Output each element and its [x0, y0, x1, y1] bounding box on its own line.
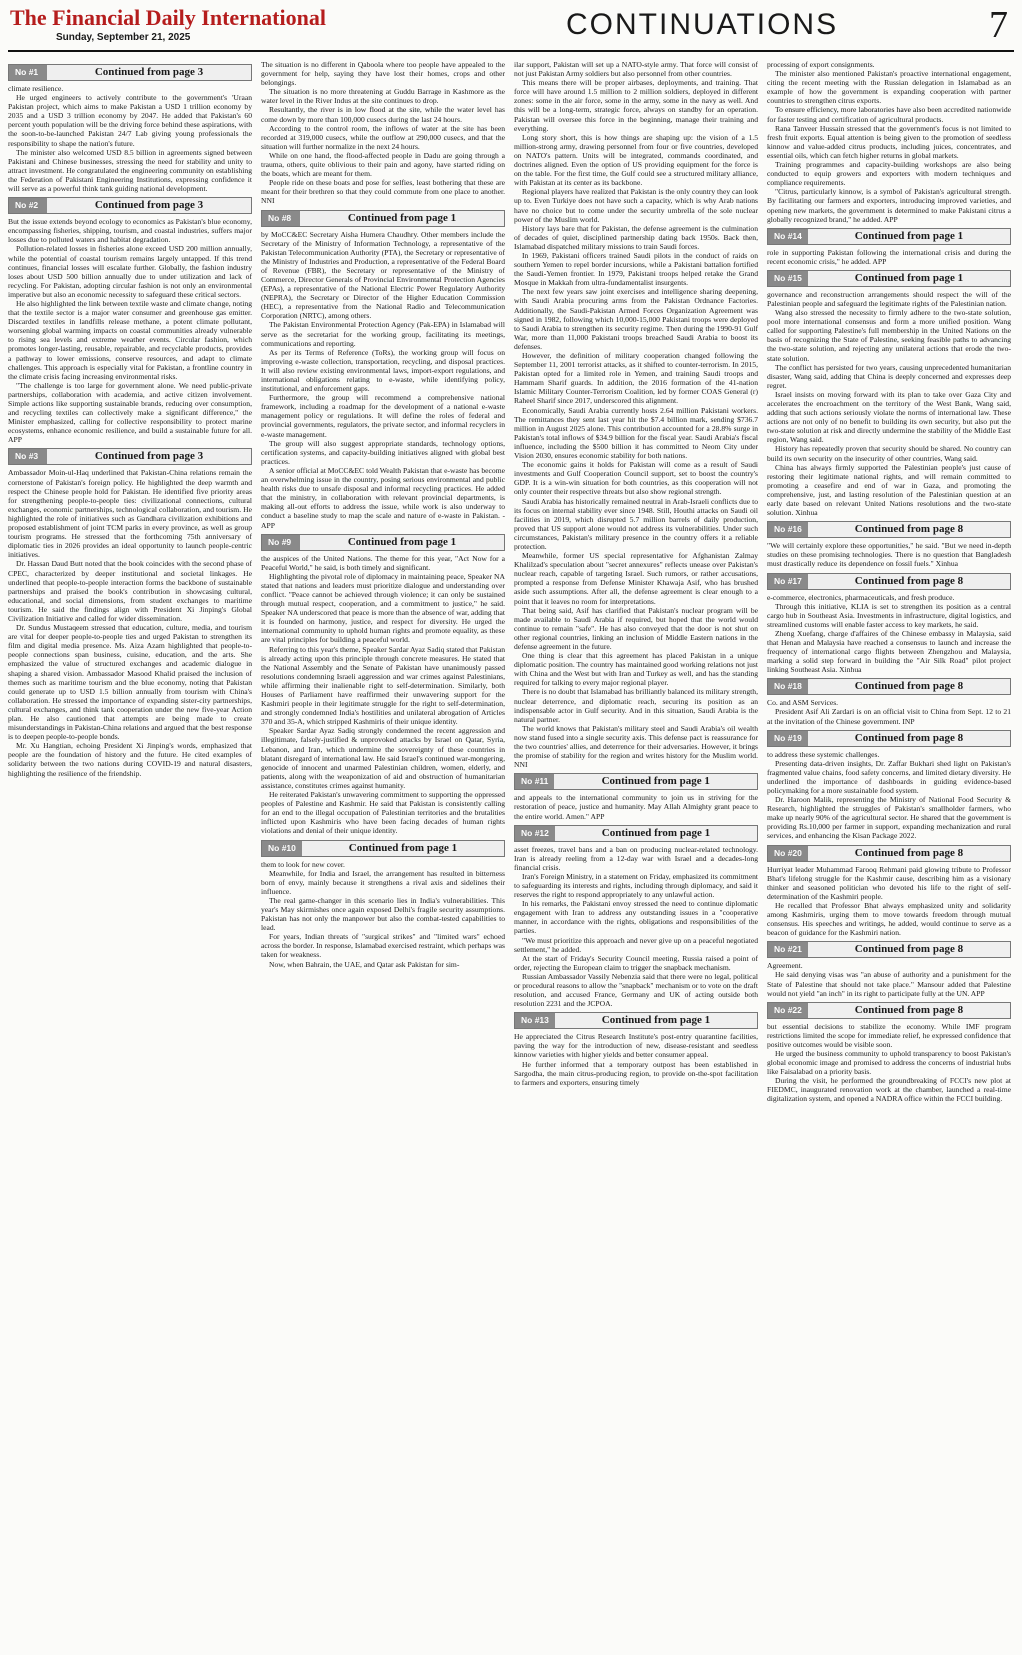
article-paragraph: Highlighting the pivotal role of diplomacy in maintaining peace, Speaker NA stated that nations and leaders must prioritize dialogue and understanding over conflict. "Peace cannot be achieved through violence; it can only be sustained through mutual respect, cooperation, and a commitment to justice," he said. Speaker NA underscored that peace is more than the absence of war, adding that it is founded on harmony, justice, and respect for diversity. He urged the international community to uphold human rights and promote equality, as these are vital principles for building a peaceful world. — [261, 571, 505, 645]
article-paragraph: Training programmes and capacity-building workshops are also being conducted to equip growers and exporters with modern techniques and compliance requirements. — [767, 160, 1011, 188]
article-paragraph: There is no doubt that Islamabad has brilliantly balanced its military strength, nuclear deterrence, and diplomatic reach, securing its position as an indispensable actor in Gulf security. And in this situation, Saudi Arabia is the natural partner. — [514, 687, 758, 724]
article-paragraph: and appeals to the international community to join us in striving for the restoration of peace, justice and humanity. May Allah Almighty grant peace to the entire world. Amen." APP — [514, 793, 758, 821]
article-paragraph: China has always firmly supported the Palestinian people's just cause of restoring their legitimate national rights, and will remain committed to promoting a ceasefire and end of war in Gaza, and promoting the comprehensive, just, and lasting resolution of the Palestinian question at an early date based on relevant United Nations resolutions and the two-state solution. Xinhua — [767, 462, 1011, 518]
continuation-label: Continued from page 3 — [94, 66, 204, 78]
article-paragraph: While on one hand, the flood-affected people in Dadu are going through a trauma, others, quite oblivious to their pain and agony, have started riding on the boats, which are meant for them. — [261, 150, 505, 179]
continuation-header — [767, 521, 1011, 538]
continuation-label: Continued from page 1 — [348, 841, 458, 854]
continuation-number: No #3 — [9, 449, 47, 464]
continuation-header — [261, 534, 505, 551]
continuation-number: No #17 — [768, 574, 808, 589]
article-paragraph: History lays bare that for Pakistan, the defense agreement is the culmination of decades of quiet, disciplined partnership dating back 1950s. Back then, Islamabad dispatched military missions to train Saudi forces. — [514, 223, 758, 251]
article-paragraph: This means there will be proper airbases, deployments, and training. That force will have around 1.5 million to 2 million soldiers, deployed in different zones: some in the air force, some in the army, some in the navy as well. And this will be a long-term, strategic force, always on standby for an operation. Pakistan will oversee this force in the beginning, manage their training and everything. — [514, 78, 758, 133]
article-paragraph: The economic gains it holds for Pakistan will come as a result of Saudi investments and Gulf Cooperation Council support, set to boost the country's GDP. It is a win-win situation for both countries, as this cooperation will not only counter their respective threats but also show regional strength. — [514, 460, 758, 497]
continuation-story — [8, 197, 252, 444]
continuation-label: Continued from page 8 — [854, 1003, 964, 1016]
article-paragraph: Wang also stressed the necessity to firmly adhere to the two-state solution, pool more international consensus and form a more unified position. Wang called for supporting Palestine's full membership in the United Nations on the basis of recognizing the State of Palestine, seeking feasible paths to advancing the two-state solution, and rejecting any unilateral actions that erode the two-state solution. — [767, 308, 1011, 363]
continuation-label: Continued from page 1 — [601, 775, 710, 788]
article-paragraph: The real game-changer in this scenario lies in India's vulnerabilities. This year's May skirmishes once again exposed Delhi's fragile security assumptions. Pakistan has not only the manpower but also the combat-tested capabilities to lead. — [261, 895, 505, 933]
continuation-number: No #22 — [768, 1003, 808, 1018]
article-paragraph: He further informed that a temporary outpost has been established in Sargodha, the main citrus-producing region, to provide on-the-spot facilitation to farmers and exporters, ensuring timely — [514, 1059, 758, 1087]
continuation-story — [767, 60, 1011, 224]
article-paragraph: Meanwhile, former US special representative for Afghanistan Zalmay Khalilzad's speculation about "secret annexures" reflects unease over Pakistan's nuclear reach, capable of targeting Israel. Such rumors, or rather accusations, prompted a response from Defense Minister Khawaja Asif, who has brushed aside such assumptions. After all, the defense agreement is clear enough to a point that it leaves no room for interpretations. — [514, 551, 758, 606]
article-paragraph: Economically, Saudi Arabia currently hosts 2.64 million Pakistani workers. The remittances they sent last year hit the $7.4 billion mark, sending $736.7 million in August 2025 alone. This contribution accounted for a 28.8% surge in Pakistan's total inflows of $34.9 billion for the fiscal year. Saudi Arabia's fiscal influence, including the $500 billion it has committed to Neom City under Vision 2030, ensures economic stability for both nations. — [514, 405, 758, 461]
continuation-story — [514, 60, 758, 769]
article-paragraph: The group will also suggest appropriate standards, technology options, certification systems, and capacity-building initiatives aligned with global best practices. — [261, 438, 505, 466]
article-paragraph: The minister also welcomed USD 8.5 billion in agreements signed between Pakistani and Chinese businesses, stressing the need for stability and unity to attract investment. He congratulated the engineering community on establishing the Federation of Pakistani Engineering Institutions, expressing confidence it will serve as a powerful think tank guiding national development. — [8, 147, 252, 194]
article-paragraph: to address these systemic challenges. — [767, 749, 880, 759]
continuation-label: Continued from page 3 — [94, 199, 204, 212]
continuation-number: No #20 — [768, 846, 808, 861]
article-paragraph: Agreement. — [767, 961, 803, 971]
columns-container — [8, 60, 1014, 1642]
continuation-story — [767, 1002, 1011, 1104]
article-paragraph: He recalled that Professor Bhat always emphasized unity and solidarity among Kashmiris, urging them to move towards freedom through mutual consensus. His speeches and writings, he added, would continue to serve as a beacon of guidance for the Kashmiri nation. — [767, 900, 1011, 938]
continuation-story — [261, 210, 505, 530]
continuation-label: Continued from page 8 — [854, 680, 964, 693]
article-paragraph: "The challenge is too large for government alone. We need public-private partnerships, collaboration with academia, and active citizen involvement. Simple actions like supporting sustainable brands, reducing over consumption, and recycling textiles can collectively make a significant difference," the Minister emphasized, calling for collective responsibility to protect marine ecosystems, enhance economic resilience, and build a sustainable future for all. APP — [8, 380, 252, 445]
continuation-story — [767, 573, 1011, 675]
continuation-header — [767, 228, 1011, 245]
column-4 — [767, 60, 1011, 1642]
article-paragraph: He said denying visas was "an abuse of authority and a punishment for the State of Palestine that should not take place." Mansour added that Palestine would not yield "an inch" in its right to participate fully at the UN. APP — [767, 970, 1011, 998]
continuation-story — [767, 521, 1011, 568]
masthead — [8, 4, 1014, 52]
column-1 — [8, 60, 252, 1642]
continuation-story — [767, 228, 1011, 266]
article-paragraph: During the visit, he performed the groundbreaking of FCCI's new plot at FIEDMC, inaugurated renovation work at the chamber, launched a real-time digitalization system, and opened a NADRA office within the FCCI building. — [767, 1076, 1011, 1104]
article-paragraph: The next few years saw joint exercises and intelligence sharing deepening, with Saudi Arabia procuring arms from the Pakistan Ordnance Factories. Additionally, the Saudi-Pakistan Armed Forces Organization Agreement was signed in 1982, following which 10,000-15,000 Pakistani troops were deployed to Saudi Arabia to strengthen its security regime. Then during the 1990-91 Gulf War, more than 11,000 Pakistani troops breached Saudi Arabia to boost its defenses. — [514, 287, 758, 351]
continuation-story — [767, 845, 1011, 938]
continuation-header — [8, 448, 252, 465]
article-paragraph: But the issue extends beyond ecology to economics as Pakistan's blue economy, encompassing fisheries, shipping, tourism, and coastal industries, suffers major losses due to polluted waters and habitat degradation. — [8, 217, 252, 245]
article-paragraph: e-commerce, electronics, pharmaceuticals, and fresh produce. — [767, 592, 955, 602]
article-paragraph: According to the control room, the inflows of water at the site has been recorded at 319,000 cusecs, while the outflow at 290,000 cusecs, and that the situation will further normalize in the next 24 hours. — [261, 123, 505, 151]
continuation-label: Continued from page 8 — [854, 943, 964, 956]
continuation-number: No #12 — [515, 826, 555, 841]
continuation-number: No #16 — [768, 522, 808, 537]
continuation-label: Continued from page 1 — [854, 271, 964, 284]
article-paragraph: In 1969, Pakistani officers trained Saudi pilots in the conduct of raids on southern Yemen to repel border incursions, while a Pakistani battalion fortified the Saudi-Yemen frontier. In 1979, Pakistani troops helped retake the Grand Mosque in Makkah from ultra-fundamentalist insurgents. — [514, 250, 758, 288]
article-paragraph: Dr. Haroon Malik, representing the Ministry of National Food Security & Research, highlighted the struggles of Pakistan's smallholder farmers, who make up nearly 90% of the agricultural sector. He shared that the government is providing Rs.10,000 per farmer in support, expanding mechanization and rural services, and enhancing the Kisan Package 2022. — [767, 795, 1011, 841]
continuation-number: No #21 — [768, 942, 808, 957]
article-paragraph: Now, when Bahrain, the UAE, and Qatar ask Pakistan for sim- — [269, 959, 460, 969]
article-paragraph: governance and reconstruction arrangements should respect the will of the Palestinian people and safeguard the legitimate rights of the Palestinian nation. — [767, 289, 1011, 308]
continuation-story — [261, 60, 505, 206]
article-paragraph: asset freezes, travel bans and a ban on producing nuclear-related technology. Iran is already reeling from a 12-day war with Israel and a decades-long financial crisis. — [514, 844, 758, 872]
article-paragraph: People ride on these boats and pose for selfies, least bothering that these are meant for their brethren so that they could commute from one place to another. NNI — [261, 178, 505, 206]
article-paragraph: Hurriyat leader Muhammad Farooq Rehmani paid glowing tribute to Professor Bhat's lifelong struggle for the Kashmir cause, describing him as a visionary thinker and seasoned politician who devoted his life to the right of self-determination of the Kashmiri people. — [767, 864, 1011, 901]
article-paragraph: The minister also mentioned Pakistan's proactive international engagement, citing the recent meeting with the Russian delegation in Islamabad as an example of how the government is expanding cooperation with partner countries to strengthen citrus exports. — [767, 69, 1011, 106]
article-paragraph: but essential decisions to stabilize the economy. While IMF program restrictions limited the scope for immediate relief, he expressed confidence that positive outcomes would be visible soon. — [767, 1021, 1011, 1049]
continuation-label: Continued from page 1 — [601, 826, 711, 839]
continuation-label: Continued from page 1 — [347, 535, 457, 548]
article-paragraph: He urged the business community to uphold transparency to boost Pakistan's global economic image and promised to address the concerns of industrial hubs like Faisalabad on a priority basis. — [767, 1048, 1011, 1077]
article-paragraph: Speaker Sardar Ayaz Sadiq strongly condemned the recent aggression and illegitimate, falsely-justified & unprovoked attacks by Israel on Qatar, Syria, Lebanon, and Iran, which undermine the sovereignty of these countries in blatant disregard of international law. He said Israel's continued war-mongering, genocide of innocent and unarmed Palestinian children, women, elderly, and patients, along with the weaponization of aid and obstruction of humanitarian assistance, constitutes crimes against humanity. — [261, 726, 505, 790]
continuation-header — [767, 270, 1011, 287]
article-paragraph: Regional players have realized that Pakistan is the only country they can look up to. Even Turkiye does not have such a capacity, which is why Arab nations have no choice but to come under the security umbrella of the sole nuclear power of the Muslim world. — [514, 187, 758, 224]
article-paragraph: Israel insists on moving forward with its plan to take over Gaza City and accelerates the encroachment on the territory of the West Bank, Wang said, adding that such actions seriously violate the norms of international law. These actions are not only of no benefit to building its own security, but also put the two-state solution at risk and directly undermine the stability of the Middle East region, Wang said. — [767, 389, 1011, 445]
article-paragraph: Rana Tanveer Hussain stressed that the government's focus is not limited to fresh fruit exports. Equal attention is being given to the promotion of seedless kinnow and value-added citrus products, including juices, concentrates, and essential oils, which can fetch higher returns in global markets. — [767, 123, 1011, 160]
continuation-label: Continued from page 3 — [94, 450, 204, 463]
column-3 — [514, 60, 758, 1642]
continuation-header — [767, 845, 1011, 862]
article-paragraph: To ensure efficiency, more laboratories have also been accredited nationwide for faster testing and certification of agricultural products. — [767, 105, 1011, 124]
article-paragraph: Presenting data-driven insights, Dr. Zaffar Bukhari shed light on Pakistan's fragmented value chains, food safety concerns, and limited dietary diversity. He underlined the importance of dashboards in guiding evidence-based policymaking for a more sustainable food system. — [767, 758, 1011, 795]
article-paragraph: He reiterated Pakistan's unwavering commitment to supporting the oppressed peoples of Palestine and Kashmir. He said that Pakistan is consistently calling for an end to the illegal occupation of Palestinian territories and the brutalities inflicted upon Kashmiris who have been facing decades of human rights violations and denial of their unique identity. — [261, 790, 505, 836]
newspaper-page — [8, 4, 1014, 1645]
continuation-story — [8, 64, 252, 193]
article-paragraph: Ambassador Moin-ul-Haq underlined that Pakistan-China relations remain the cornerstone of Pakistan's foreign policy. He highlighted the deep warmth and respect the Chinese people hold for Pakistan. He identified five priority areas for strengthening people-to-people ties: civilizational connections, cultural exchanges, economic partnerships, technological collaboration, and tourism. He highlighted the role of initiatives such as Gandhara civilization exhibitions and proposed establishment of joint TCM parks in every province, as well as group tourism programs. He stressed that the forthcoming 75th anniversary of diplomatic ties in 2026 provides an ideal opportunity to launch people-centric initiatives. — [8, 468, 252, 560]
article-paragraph: the auspices of the United Nations. The theme for this year, "Act Now for a Peaceful World," he said, is both timely and significant. — [261, 553, 505, 572]
continuation-number: No #10 — [262, 841, 302, 856]
article-paragraph: Mr. Xu Hangtian, echoing President Xi Jinping's words, emphasized that people are the foundation of history and the future. He cited examples of solidarity between the two nations during COVID-19 and natural disasters, highlighting the resilience of the friendship. — [8, 741, 252, 778]
article-paragraph: As per its Terms of Reference (ToRs), the working group will focus on improving e-waste collection, transportation, recycling, and disposal practices. It will also review existing environmental laws, import-export regulations, and international obligations relating to e-waste, while identifying policy, institutional, and enforcement gaps. — [261, 347, 505, 394]
page-number: 7 — [989, 4, 1008, 46]
article-paragraph: Russian Ambassador Vassily Nebenzia said that there were no legal, political or procedural reasons to allow the "snapback" mechanism or to vote on the draft resolution, and accused France, Germany and UK of acting outside both resolution 2231 and the JCPOA. — [514, 971, 758, 1009]
article-paragraph: That being said, Asif has clarified that Pakistan's nuclear program will be made available to Saudi Arabia if required, but hoped that the world would continue to remain "safe". He has also conveyed that the door is not shut on other regional countries, linking an inclusion of Middle Eastern nations in the defense agreement in the future. — [514, 605, 758, 651]
continuation-number: No #13 — [515, 1013, 555, 1028]
article-paragraph: Iran's Foreign Ministry, in a statement on Friday, emphasized its commitment to safeguarding its interests and rights, including through diplomacy, and said it reserves the right to respond appropriately to any unlawful action. — [514, 871, 758, 900]
continuation-number: No #11 — [515, 774, 554, 789]
article-paragraph: He appreciated the Citrus Research Institute's post-entry quarantine facilities, paving the way for the introduction of new, disease-resistant and seedless kinnow varieties with higher yields and better consumer appeal. — [514, 1032, 758, 1060]
continuation-story — [767, 730, 1011, 841]
article-paragraph: Meanwhile, for India and Israel, the arrangement has resulted in bitterness born of envy, mainly because it strengthens a rival axis and sidelines their influence. — [261, 868, 505, 896]
article-paragraph: Zheng Xuefang, charge d'affaires of the Chinese embassy in Malaysia, said that Henan and Malaysia have reached a consensus to launch and increase the frequency of international cargo flights between Zhengzhou and Malaysia, marking a solid step forward in building the "Air Silk Road" pilot project linking Southeast Asia. Xinhua — [767, 628, 1011, 675]
article-paragraph: by MoCC&EC Secretary Aisha Humera Chaudhry. Other members include the Secretary of the Ministry of Information Technology, a representative of the Pakistan Telecommunication Authority (PTA), the Secretary or representative of the Ministry of Industries and Production, a representative of the Federal Board of Revenue (FBR), the Secretary or representative of the Ministry of Commerce, Director Generals of Provincial Environmental Protection Agencies (EPAs), a representative of the National Electric Power Regulatory Authority (NEPRA), the Secretary or Director of the Higher Education Commission (HEC), a representative from the National Radio and Telecommunication Corporation (NRTC), among others. — [261, 229, 505, 321]
continuation-header — [514, 1012, 758, 1029]
continuation-label: Continued from page 1 — [854, 229, 964, 242]
continuation-story — [514, 1012, 758, 1087]
article-paragraph: Furthermore, the group will recommend a comprehensive national framework, including a roadmap for the development of a national e-waste management policy or regulations. It will define the roles of federal and provincial governments, regulators, the private sector, and informal recyclers in e-waste management. — [261, 393, 505, 439]
continuation-header — [8, 197, 252, 214]
continuation-header — [8, 64, 252, 81]
continuation-story — [8, 448, 252, 777]
article-paragraph: At the start of Friday's Security Council meeting, Russia raised a point of order, rejecting the European claim to trigger the snapback mechanism. — [514, 953, 758, 972]
continuation-label: Continued from page 8 — [854, 574, 964, 587]
continuation-label: Continued from page 1 — [347, 211, 457, 224]
article-paragraph: In his remarks, the Pakistani envoy stressed the need to continue diplomatic engagement with Iran to address any outstanding issues in a "cooperative manner, in accordance with the rights, obligations and responsibilities of the parties. — [514, 899, 758, 936]
article-paragraph: Referring to this year's theme, Speaker Sardar Ayaz Sadiq stated that Pakistan is already acting upon this principle through concrete measures. He stated that the National Assembly and the Senate of Pakistan have unanimously passed resolutions condemning Israeli aggression and war crimes against Palestinians, while affirming their inalienable right to self-determination. Similarly, both Houses of Parliament have reaffirmed their unwavering support for the Kashmiri people in their legitimate struggle for the right to self-determination, and strongly condemned India's hostilities and unilateral abrogation of Articles 370 and 35-A, which stripped Kashmiris of their unique identity. — [261, 644, 505, 727]
continuation-number: No #2 — [9, 198, 47, 213]
article-paragraph: The situation is no different in Qaboola where too people have appealed to the government for help, saying they have lost their homes, crops and other belongings. — [261, 60, 505, 88]
article-paragraph: One thing is clear that this agreement has placed Pakistan in a unique diplomatic position. The country has maintained good working relations not just with China and the West but with Iran and Turkey as well, and has the standing required for talking to every major regional player. — [514, 651, 758, 688]
article-paragraph: History has repeatedly proven that security should be shared. No country can build its own security on the insecurity of other countries, Wang said. — [767, 444, 1011, 463]
article-paragraph: them to look for new cover. — [261, 859, 345, 869]
continuation-header — [767, 678, 1011, 695]
continuation-label: Continued from page 1 — [601, 1014, 711, 1027]
article-paragraph: The Pakistan Environmental Protection Agency (Pak-EPA) in Islamabad will serve as the secretariat for the working group, facilitating its meetings, communications and reporting. — [261, 320, 505, 348]
paper-name: The Financial Daily International — [10, 5, 326, 30]
article-paragraph: Co. and ASM Services. — [767, 698, 839, 708]
continuation-number: No #1 — [9, 65, 47, 80]
article-paragraph: ilar support, Pakistan will set up a NATO-style army. That force will consist of not just Pakistan Army soldiers but also personnel from other countries. — [514, 60, 758, 79]
continuation-number: No #19 — [768, 731, 808, 746]
article-paragraph: Through this initiative, KLIA is set to strengthen its position as a central cargo hub in Southeast Asia. Investments in infrastructure, digital logistics, and streamlined customs will enable faster access to key markets, he said. — [767, 601, 1011, 629]
continuation-label: Continued from page 8 — [854, 731, 964, 744]
article-paragraph: Dr. Sundus Mustaqeem stressed that education, culture, media, and tourism are vital for deeper people-to-people ties and urged Pakistan to strengthen its film and digital media presence. Ms. Aiza Azam highlighted that people-to-people connections span business, cuisine, education, and the arts. She emphasized the value of structured exchanges and academic dialogue in shaping a shared vision. Ambassador Masood Khalid praised the inclusion of themes such as maritime tourism and the blue economy, noting that Pakistan could generate up to USD 1.5 billion annually from tourism with China's collaboration. He stressed the importance of expanding sister-city partnerships, cultural exchanges, and think tank cooperation under the new five-year Action plan. He also cautioned that attempts are being made to create misunderstandings in Pakistan-China relations and argued that the best response is to deepen people-to-people bonds. — [8, 623, 252, 742]
masthead-left — [10, 6, 326, 43]
continuation-header — [767, 573, 1011, 590]
continuation-header — [767, 1002, 1011, 1019]
continuation-number: No #8 — [262, 211, 300, 226]
continuation-header — [261, 210, 505, 227]
continuation-number: No #14 — [768, 229, 808, 244]
continuation-header — [514, 825, 758, 842]
article-paragraph: He also highlighted the link between textile waste and climate change, noting that the textile sector is a major water consumer and greenhouse gas emitter. Discarded textiles in landfills release methane, a potent climate pollutant, worsening global warming impacts on coastal communities already vulnerable to rising sea levels and extreme weather events. Circular fashion, which promotes longer-lasting, reusable, repairable, and recyclable products, provides a pathway to lower emissions, conserve resources, and adapt to climate challenges. This approach is especially vital for Pakistan, a frontline country in the climate crisis facing increasing environmental risks. — [8, 298, 252, 381]
article-paragraph: climate resilience. — [8, 84, 64, 93]
column-2 — [261, 60, 505, 1642]
article-paragraph: "We must prioritize this approach and never give up on a peaceful negotiated settlement," he added. — [514, 935, 758, 954]
article-paragraph: For years, Indian threats of "surgical strikes" and "limited wars" echoed across the border. In response, Islamabad exercised restraint, which perhaps was taken for weakness. — [261, 932, 505, 960]
continuation-number: No #9 — [262, 535, 300, 550]
article-paragraph: role in supporting Pakistan following the international crisis and during the recent economic crisis," he added. APP — [767, 247, 1011, 266]
article-paragraph: The world knows that Pakistan's military steel and Saudi Arabia's oil wealth now stand fused into a single security axis. This defense pact is reassurance for the two countries' allies, and deterrence for their adversaries. However, it brings the promise of stability for the region and writes history for the Muslim world. NNI — [514, 723, 758, 770]
continuation-header — [514, 773, 758, 790]
article-paragraph: "We will certainly explore these opportunities," he said. "But we need in-depth studies on these promising technologies. There is no question that Bangladesh must drastically reduce its dependence on fossil fuels." Xinhua — [767, 541, 1011, 569]
continuation-header — [261, 840, 505, 857]
article-paragraph: "Citrus, particularly kinnow, is a symbol of Pakistan's agricultural strength. By facilitating our farmers and exporters, introducing improved varieties, and opening new markets, the government is determined to make Pakistani citrus a globally recognized brand," he added. APP — [767, 187, 1011, 224]
section-title: CONTINUATIONS — [566, 8, 839, 41]
continuation-header — [767, 730, 1011, 747]
article-paragraph: Pollution-related losses in fisheries alone exceed USD 200 million annually, while the potential of coastal tourism remains largely untapped. If this trend continues, financial losses will escalate further. Globally, the fashion industry loses about USD 500 billion annually due to under utilization and lack of recycling. For Pakistan, adopting circular fashion is not only an environmental imperative but also an economic necessity to safeguard these critical sectors. — [8, 244, 252, 299]
article-paragraph: The situation is no more threatening at Guddu Barrage in Kashmore as the water level in the River Indus at the site continues to drop. — [261, 87, 505, 106]
continuation-story — [514, 825, 758, 1009]
article-paragraph: He urged engineers to actively contribute to the government's 'Uraan Pakistan project, which aims to make Pakistan a USD 1 trillion economy by 2035 and a USD 3 trillion economy by 2047. He added that Pakistan's 60 percent youth population will be the driving force behind these aspirations, with the soon-to-be-launched Pakistan 24/7 Lab giving young professionals the responsibility to shape the nation's future. — [8, 93, 252, 148]
article-paragraph: Dr. Hassan Daud Butt noted that the book coincides with the second phase of CPEC, characterized by deeper institutional and societal linkages. He underlined that people-to-people interaction forms the backbone of sustainable partnerships and praised the book's contribution in showcasing cultural, educational, and social dimensions, from student exchanges to maritime tourism. He said the findings align with President Xi Jinping's Global Civilization Initiative and called for wider dissemination. — [8, 559, 252, 623]
continuation-story — [767, 270, 1011, 517]
continuation-number: No #18 — [768, 679, 808, 694]
article-paragraph: Resultantly, the river is in low flood at the site, while the water level has come down by more than 100,000 cusecs during the last 24 hours. — [261, 105, 505, 124]
article-paragraph: A senior official at MoCC&EC told Wealth Pakistan that e-waste has become an overwhelming issue in the country, posing serious environmental and public health risks due to unsafe disposal and informal recycling practices. He added that the ministry, in collaboration with relevant provincial departments, is making all-out efforts to address the issue, while work is also underway to conduct a baseline study to map the scale and nature of e-waste in Pakistan. -APP — [261, 465, 505, 530]
article-paragraph: However, the definition of military cooperation changed following the September 11, 2001 terrorist attacks, as it shifted to counter-terrorism. In 2015, Pakistan opted for a limited role in Yemen, and training Saudi troops and Hammam Sharif guards. In addition, the 2016 formation of the 41-nation Islamic Military Counter-Terrorism Coalition, led by former COAS General (r) Raheel Sharif since 2017, underscored this alignment. — [514, 351, 758, 406]
continuation-story — [767, 678, 1011, 725]
continuation-story — [514, 773, 758, 820]
article-paragraph: Long story short, this is how things are shaping up: the vision of a 1.5 million-strong army, drawing personnel from four or five countries, developed on NATO's pattern. Units will be integrated, commands coordinated, and doctrines aligned. Even the option of US providing equipment for the force is on the table. For the first time, the Gulf could see a structured military alliance, with Pakistan at its center as its backbone. — [514, 132, 758, 188]
continuation-story — [261, 534, 505, 836]
continuation-label: Continued from page 8 — [854, 846, 964, 859]
continuation-story — [261, 840, 505, 969]
article-paragraph: processing of export consignments. — [767, 60, 875, 69]
continuation-header — [767, 941, 1011, 958]
continuation-number: No #15 — [768, 271, 808, 286]
article-paragraph: Saudi Arabia has historically remained neutral in Arab-Israeli conflicts due to its focus on internal stability ever since 1948. Still, Houthi attacks on Saudi oil facilities in 2019, which disrupted 5.7 million barrels of daily production, proved that US support alone would not address its vulnerabilities. Under such circumstances, Pakistan's military presence in the country offers it a reliable protection. — [514, 496, 758, 551]
issue-date: Sunday, September 21, 2025 — [56, 32, 191, 43]
article-paragraph: President Asif Ali Zardari is on an official visit to China from Sept. 12 to 21 at the invitation of the Chinese government. INP — [767, 707, 1011, 726]
continuation-story — [767, 941, 1011, 997]
article-paragraph: The conflict has persisted for two years, causing unprecedented humanitarian disaster, Wang said, adding that China is deeply concerned and expresses deep regret. — [767, 362, 1011, 390]
continuation-label: Continued from page 8 — [854, 523, 964, 536]
